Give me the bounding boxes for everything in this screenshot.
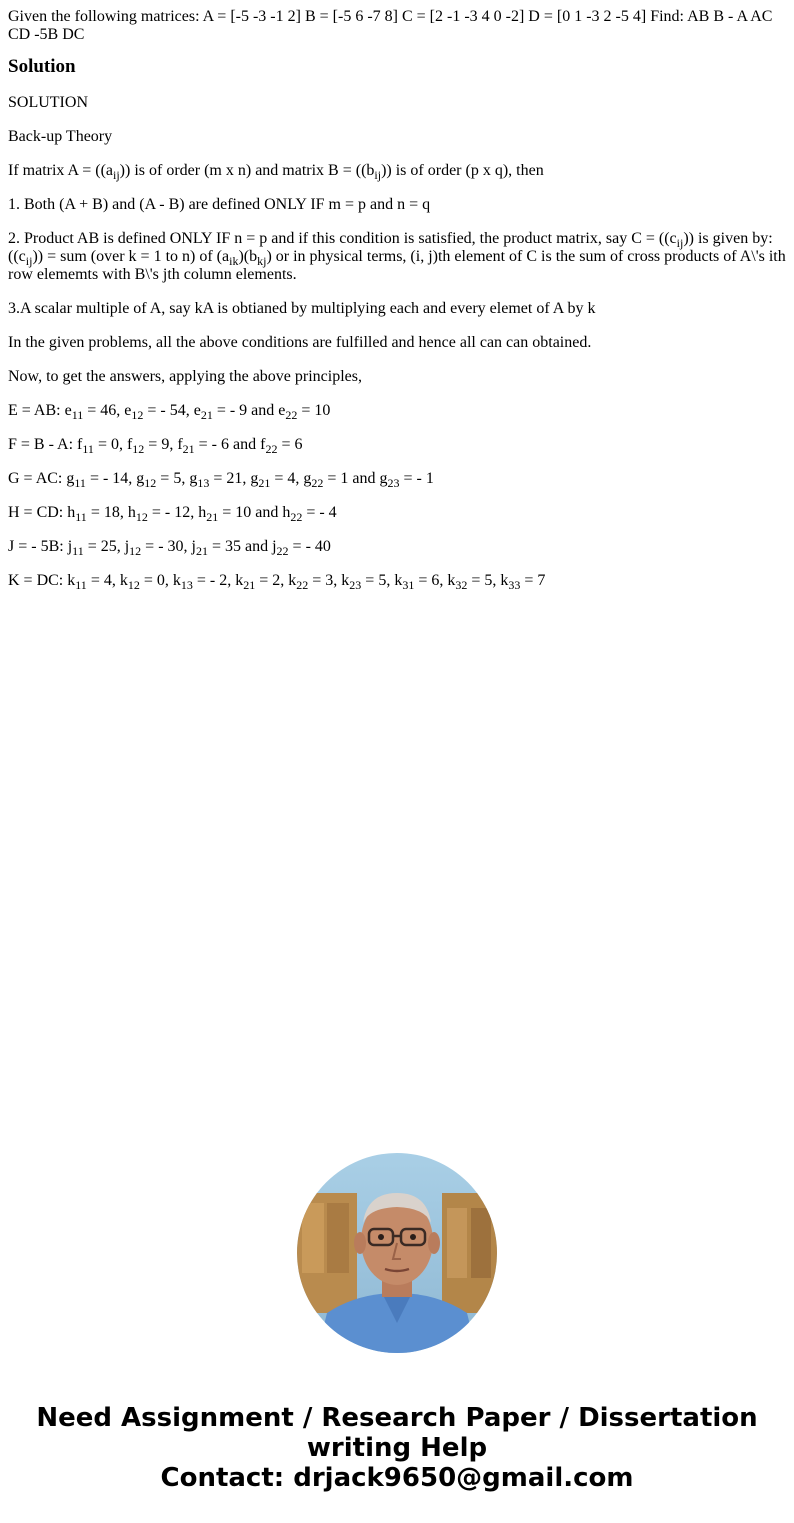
rule-1: 1. Both (A + B) and (A - B) are defined ONLY IF m = p and n = q — [8, 196, 431, 213]
answer-h: H = CD: $h_{11} = 18$, $h_{12}$ = - 12, $h_{21} = 10$ and $h_{22}$ = - 4 — [8, 504, 337, 525]
answer-j: J = - 5B: $j_{11} = 25$, $j_{12}$ = - 30, $j_{21} = 35$ and $j_{22}$ = - 40 — [8, 538, 331, 559]
promo-line-2: writing Help — [306, 1433, 488, 1463]
author-portrait-image — [297, 1153, 497, 1353]
solution-label: SOLUTION — [8, 94, 88, 111]
conditions-note: In the given problems, all the above conditions are fulfilled and hence all can can obtained. — [8, 334, 592, 351]
promo-banner — [0, 1403, 794, 1493]
solution-content — [8, 8, 786, 606]
answers-intro: Now, to get the answers, applying the above principles, — [8, 368, 362, 385]
promo-line-1: Need Assignment / Research Paper / Dissertation — [36, 1403, 758, 1433]
answer-e: E = AB: $e_{11} = 46$, $e_{12}$ = - 54, $e_{21}$ = - 9 and $e_{22} = 10$ — [8, 402, 331, 423]
answer-k: K = DC: $k_{11} = 4$, $k_{12} = 0$, $k_{13}$ = - 2, $k_{21} = 2$, $k_{22} = 3$, $k_{23} = 5$, $k_{31} = 6$, $k_{32} = 5$, $k_{33} = 7$ — [8, 572, 546, 593]
author-avatar — [297, 1153, 497, 1353]
backup-theory-label: Back-up Theory — [8, 128, 113, 145]
rule-2: 2. Product AB is defined ONLY IF n = p and if this condition is satisfied, the product matrix, say $C = ((c_{ij}))$ is given by: $((c_{ij}))$ = sum (over k = 1 to n) of $(a_{ik})(b_{kj})$ or in physical terms, (i, j)th element of C is the sum of cross products of A\'s ith row elememts with B\'s jth column elements. — [8, 230, 786, 283]
solution-heading: Solution — [8, 56, 76, 77]
answer-f: F = B - A: $f_{11} = 0$, $f_{12} = 9$, $f_{21}$ = - 6 and $f_{22} = 6$ — [8, 436, 303, 457]
answer-g: G = AC: $g_{11}$ = - 14, $g_{12} = 5$, $g_{13} = 21$, $g_{21} = 4$, $g_{22} = 1$ and $g_{23}$ = - 1 — [8, 470, 434, 491]
promo-contact: Contact: drjack9650@gmail.com — [160, 1463, 634, 1493]
question-text: Given the following matrices: A = [-5 -3 -1 2] B = [-5 6 -7 8] C = [2 -1 -3 4 0 -2] D = [0 1 -3 2 -5 4] Find: AB B - A AC CD -5B DC — [8, 8, 773, 43]
rule-3: 3.A scalar multiple of A, say kA is obtianed by multiplying each and every elemet of A by k — [8, 300, 596, 317]
theory-intro: If matrix $A = ((a_{ij}))$ is of order (m x n) and matrix $B = ((b_{ij}))$ is of order (p x q), then — [8, 162, 544, 183]
